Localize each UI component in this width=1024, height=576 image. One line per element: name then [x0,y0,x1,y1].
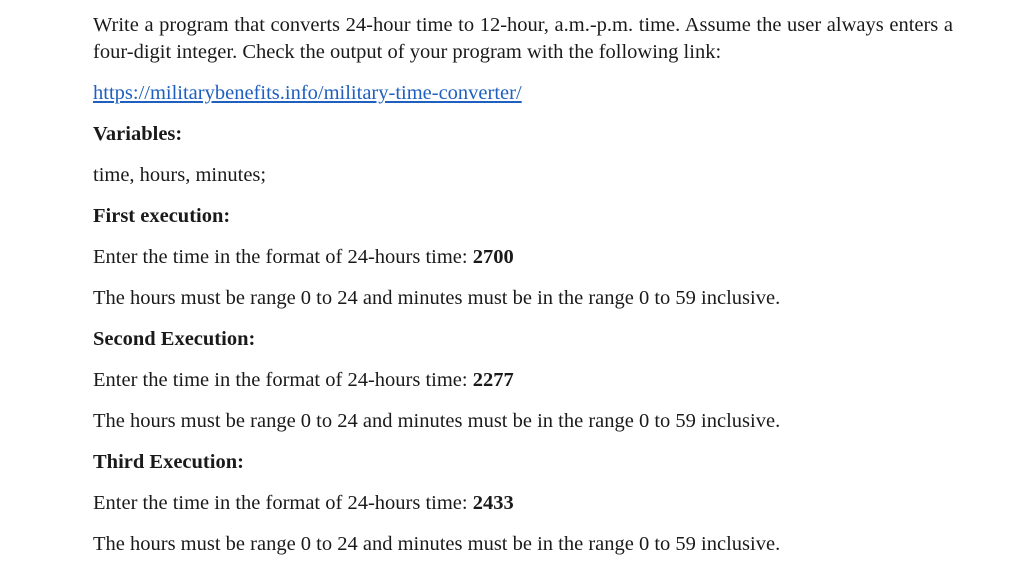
first-execution-prompt-line [93,244,953,271]
variables-list: time, hours, minutes; [93,164,267,186]
prompt-text: Enter the time in the format of 24-hours time: [93,492,473,514]
user-input-value: 2700 [472,246,514,268]
first-execution-heading: First execution: [93,205,231,227]
second-execution-prompt-line [93,367,953,394]
first-execution-output: The hours must be range 0 to 24 and minutes must be in the range 0 to 59 inclusive. [93,287,781,309]
variables-heading: Variables: [93,123,183,145]
prompt-text: Enter the time in the format of 24-hours time: [93,369,473,391]
intro-paragraph: Write a program that converts 24-hour time to 12-hour, a.m.-p.m. time. Assume the user always enters a four-digit integer. Check the output of your program with the following link: [93,14,953,63]
second-execution-output: The hours must be range 0 to 24 and minutes must be in the range 0 to 59 inclusive. [93,410,781,432]
converter-link[interactable]: https://militarybenefits.info/military-time-converter/ [93,82,522,104]
user-input-value: 2433 [472,492,514,514]
second-execution-heading: Second Execution: [93,328,256,350]
third-execution-output: The hours must be range 0 to 24 and minutes must be in the range 0 to 59 inclusive. [93,533,781,555]
prompt-text: Enter the time in the format of 24-hours time: [93,246,473,268]
converter-link-line [93,80,953,107]
user-input-value: 2277 [472,369,514,391]
document-page [93,12,953,558]
third-execution-prompt-line [93,490,953,517]
third-execution-heading: Third Execution: [93,451,244,473]
